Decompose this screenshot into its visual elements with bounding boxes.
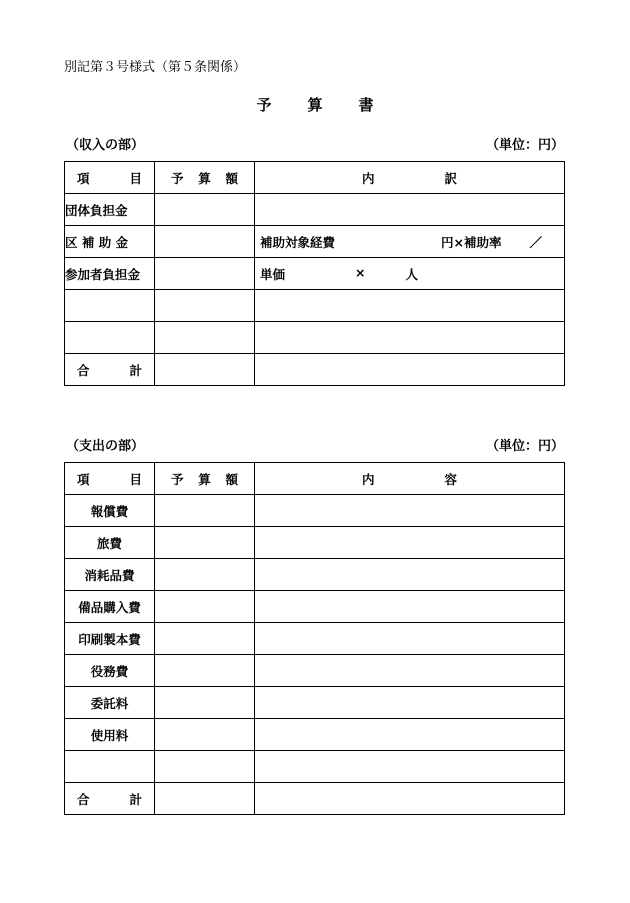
amount-cell[interactable] <box>155 322 255 354</box>
total-label: 合 計 <box>65 354 155 386</box>
income-table <box>64 161 565 386</box>
expense-table <box>64 462 565 815</box>
title-char: 予 <box>256 96 272 114</box>
table-row <box>65 322 565 354</box>
table-row <box>65 591 565 623</box>
detail-cell[interactable] <box>255 719 565 751</box>
detail-cell[interactable] <box>255 226 565 258</box>
title-char: 書 <box>358 96 374 114</box>
detail-cell[interactable] <box>255 655 565 687</box>
detail-cell[interactable] <box>255 623 565 655</box>
row-label: 報償費 <box>65 495 155 527</box>
amount-cell[interactable] <box>155 751 255 783</box>
amount-cell[interactable] <box>155 623 255 655</box>
header-amount: 予 算 額 <box>155 463 255 495</box>
table-header-row <box>65 463 565 495</box>
table-row <box>65 687 565 719</box>
row-label: 使用料 <box>65 719 155 751</box>
amount-cell[interactable] <box>155 719 255 751</box>
row-label: 参加者負担金 <box>65 258 155 290</box>
note-unit-price: 単価 <box>260 266 286 282</box>
table-row <box>65 290 565 322</box>
form-reference: 別記第３号様式（第５条関係） <box>64 60 247 75</box>
table-row <box>65 623 565 655</box>
row-label[interactable] <box>65 322 155 354</box>
amount-cell[interactable] <box>155 495 255 527</box>
amount-cell[interactable] <box>155 783 255 815</box>
note-times: × <box>355 264 366 280</box>
table-row <box>65 559 565 591</box>
amount-cell[interactable] <box>155 655 255 687</box>
detail-cell[interactable] <box>255 687 565 719</box>
note-persons: 人 <box>405 266 419 282</box>
title-char: 算 <box>307 96 323 114</box>
row-label: 旅費 <box>65 527 155 559</box>
header-detail: 内 容 <box>255 463 565 495</box>
detail-cell[interactable] <box>255 591 565 623</box>
detail-cell[interactable] <box>255 322 565 354</box>
detail-cell[interactable] <box>255 194 565 226</box>
expense-label: （支出の部） <box>66 439 145 454</box>
table-row <box>65 751 565 783</box>
table-row <box>65 655 565 687</box>
detail-cell[interactable] <box>255 751 565 783</box>
row-label: 印刷製本費 <box>65 623 155 655</box>
row-label: 役務費 <box>65 655 155 687</box>
amount-cell[interactable] <box>155 687 255 719</box>
note-slash: ／ <box>529 234 542 250</box>
income-section-header <box>66 134 564 153</box>
header-item: 項 目 <box>65 463 155 495</box>
row-label: 消耗品費 <box>65 559 155 591</box>
table-row <box>65 527 565 559</box>
amount-cell[interactable] <box>155 258 255 290</box>
detail-cell[interactable] <box>255 258 565 290</box>
total-row <box>65 783 565 815</box>
row-label: 区 補 助 金 <box>65 226 155 258</box>
table-row <box>65 194 565 226</box>
detail-cell[interactable] <box>255 559 565 591</box>
amount-cell[interactable] <box>155 226 255 258</box>
amount-cell[interactable] <box>155 527 255 559</box>
document-title <box>0 94 630 115</box>
header-item: 項 目 <box>65 162 155 194</box>
amount-cell[interactable] <box>155 591 255 623</box>
total-row <box>65 354 565 386</box>
detail-cell[interactable] <box>255 290 565 322</box>
table-row <box>65 719 565 751</box>
detail-cell[interactable] <box>255 527 565 559</box>
amount-cell[interactable] <box>155 290 255 322</box>
amount-cell[interactable] <box>155 559 255 591</box>
table-row <box>65 495 565 527</box>
amount-cell[interactable] <box>155 354 255 386</box>
income-unit: （単位：円） <box>485 138 564 153</box>
total-label: 合 計 <box>65 783 155 815</box>
income-label: （収入の部） <box>66 138 145 153</box>
note-subsidy-rate: 円×補助率 <box>441 234 502 250</box>
note-subsidy-target: 補助対象経費 <box>260 234 336 250</box>
expense-unit: （単位：円） <box>485 439 564 454</box>
detail-cell[interactable] <box>255 783 565 815</box>
table-row <box>65 258 565 290</box>
expense-section-header <box>66 435 564 454</box>
amount-cell[interactable] <box>155 194 255 226</box>
table-header-row <box>65 162 565 194</box>
table-row <box>65 226 565 258</box>
row-label[interactable] <box>65 751 155 783</box>
row-label: 備品購入費 <box>65 591 155 623</box>
detail-cell[interactable] <box>255 495 565 527</box>
detail-cell[interactable] <box>255 354 565 386</box>
row-label: 委託料 <box>65 687 155 719</box>
row-label[interactable] <box>65 290 155 322</box>
header-detail: 内 訳 <box>255 162 565 194</box>
row-label: 団体負担金 <box>65 194 155 226</box>
header-amount: 予 算 額 <box>155 162 255 194</box>
